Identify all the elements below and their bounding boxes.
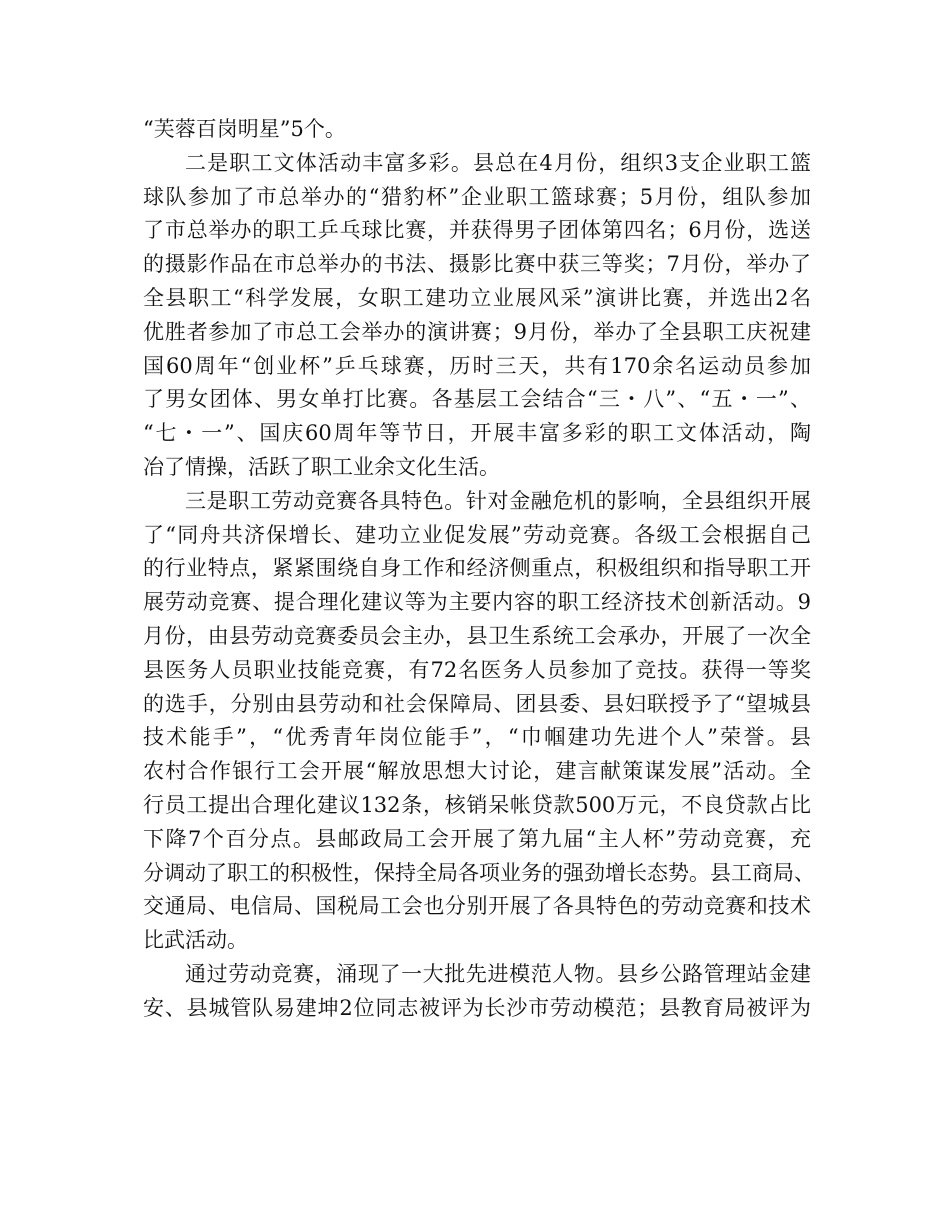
text-line: 优胜者参加了市总工会举办的演讲赛；9月份，举办了全县职工庆祝建 bbox=[143, 319, 811, 344]
text-line: 安、县城管队易建坤2位同志被评为长沙市劳动模范；县教育局被评为 bbox=[143, 995, 811, 1020]
paragraph bbox=[143, 958, 811, 1026]
text-line: 全县职工“科学发展，女职工建功立业展风采”演讲比赛，并选出2名 bbox=[143, 285, 811, 310]
text-line: “七・一”、国庆60周年等节日，开展丰富多彩的职工文体活动，陶 bbox=[143, 421, 811, 446]
text-line: 了“同舟共济保增长、建功立业促发展”劳动竞赛。各级工会根据自己 bbox=[143, 522, 811, 547]
text-line: 二是职工文体活动丰富多彩。县总在4月份，组织3支企业职工篮 bbox=[185, 150, 811, 175]
text-line: 技术能手”，“优秀青年岗位能手”，“巾帼建功先进个人”荣誉。县 bbox=[143, 725, 811, 750]
text-line: 通过劳动竞赛，涌现了一大批先进模范人物。县乡公路管理站金建 bbox=[185, 961, 811, 986]
text-line: 球队参加了市总举办的“猎豹杯”企业职工篮球赛；5月份，组队参加 bbox=[143, 184, 811, 209]
text-line: 农村合作银行工会开展“解放思想大讨论，建言献策谋发展”活动。全 bbox=[143, 759, 811, 784]
text-line: 的摄影作品在市总举办的书法、摄影比赛中获三等奖；7月份，举办了 bbox=[143, 252, 811, 277]
paragraph bbox=[143, 113, 811, 147]
text-line: 分调动了职工的积极性，保持全局各项业务的强劲增长态势。县工商局、 bbox=[143, 860, 815, 885]
text-line: 了市总举办的职工乒乓球比赛，并获得男子团体第四名；6月份，选送 bbox=[143, 218, 811, 243]
text-line: 冶了情操，活跃了职工业余文化生活。 bbox=[143, 454, 500, 479]
text-line: 县医务人员职业技能竞赛，有72名医务人员参加了竞技。获得一等奖 bbox=[143, 657, 811, 682]
text-line: 比武活动。 bbox=[143, 928, 248, 953]
text-line: 的选手，分别由县劳动和社会保障局、团县委、县妇联授予了“望城县 bbox=[143, 691, 811, 716]
text-line: 了男女团体、男女单打比赛。各基层工会结合“三・八”、“五・一”、 bbox=[143, 387, 811, 412]
text-line: 的行业特点，紧紧围绕自身工作和经济侧重点，积极组织和指导职工开 bbox=[143, 556, 811, 581]
text-line: 三是职工劳动竞赛各具特色。针对金融危机的影响，全县组织开展 bbox=[185, 488, 811, 513]
document-page bbox=[143, 113, 815, 1026]
text-line: 交通局、电信局、国税局工会也分别开展了各具特色的劳动竞赛和技术 bbox=[143, 894, 811, 919]
text-line: 国60周年“创业杯”乒乓球赛，历时三天，共有170余名运动员参加 bbox=[143, 353, 811, 378]
text-line: 下降7个百分点。县邮政局工会开展了第九届“主人杯”劳动竞赛，充 bbox=[143, 826, 811, 851]
paragraph bbox=[143, 147, 811, 485]
text-line: 展劳动竞赛、提合理化建议等为主要内容的职工经济技术创新活动。9 bbox=[143, 590, 811, 615]
paragraph bbox=[143, 485, 815, 958]
text-line: 行员工提出合理化建议132条，核销呆帐贷款500万元，不良贷款占比 bbox=[143, 792, 811, 817]
document-body bbox=[143, 113, 815, 1026]
text-line: 月份，由县劳动竞赛委员会主办，县卫生系统工会承办，开展了一次全 bbox=[143, 623, 811, 648]
text-line: “芙蓉百岗明星”5个。 bbox=[143, 117, 346, 141]
